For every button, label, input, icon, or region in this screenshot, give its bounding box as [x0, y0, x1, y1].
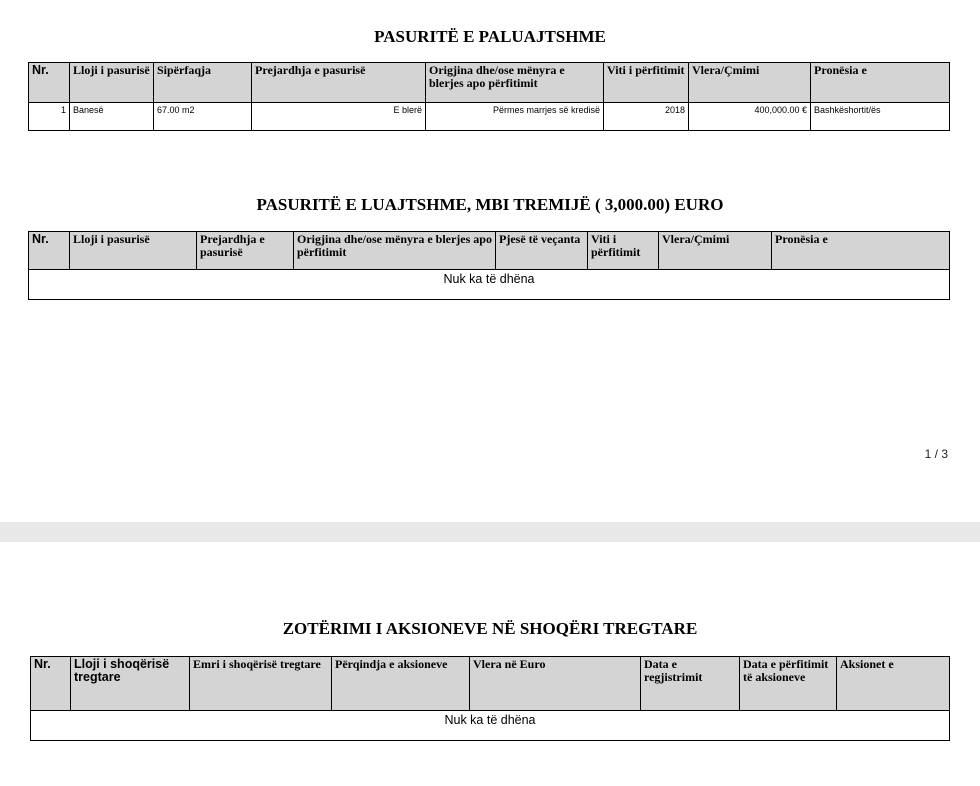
cell-year: 2018	[604, 103, 689, 131]
col-header-acquisition-date: Data e përfitimit të aksioneve	[740, 657, 837, 711]
col-header-company-name: Emri i shoqërisë tregtare	[190, 657, 332, 711]
cell-type: Banesë	[70, 103, 154, 131]
immovable-assets-title: PASURITË E PALUAJTSHME	[374, 27, 606, 46]
col-header-registration-date: Data e regjistrimit	[641, 657, 740, 711]
page-separator	[0, 522, 980, 542]
empty-row	[31, 711, 950, 741]
col-header-year: Viti i përfitimit	[604, 63, 689, 103]
table-header-row	[29, 232, 950, 270]
col-header-value: Vlera/Çmimi	[659, 232, 772, 270]
no-data-text: Nuk ka të dhëna	[29, 270, 950, 300]
col-header-nr: Nr.	[29, 63, 70, 103]
shares-table	[30, 656, 950, 741]
table-header-row	[31, 657, 950, 711]
col-header-acquisition: Origjina dhe/ose mënyra e blerjes apo përfitimit	[426, 63, 604, 103]
cell-acquisition: Përmes marrjes së kredisë	[426, 103, 604, 131]
cell-ownership: Bashkëshortit/ës	[811, 103, 950, 131]
col-header-value: Vlera/Çmimi	[689, 63, 811, 103]
col-header-acquisition: Origjina dhe/ose mënyra e blerjes apo përfitimit	[294, 232, 496, 270]
cell-nr: 1	[29, 103, 70, 131]
movable-assets-title: PASURITË E LUAJTSHME, MBI TREMIJË ( 3,000.00) EURO	[256, 195, 724, 214]
cell-origin: E blerë	[252, 103, 426, 131]
col-header-year: Viti i përfitimit	[588, 232, 659, 270]
col-header-shares-owner: Aksionet e	[837, 657, 950, 711]
movable-assets-table	[28, 231, 950, 300]
page-number: 1 / 3	[924, 447, 948, 461]
col-header-type: Lloji i pasurisë	[70, 232, 197, 270]
document-page-2	[0, 542, 980, 786]
table-header-row	[29, 63, 950, 103]
col-header-company-type: Lloji i shoqërisë tregtare	[71, 657, 190, 711]
immovable-assets-table	[28, 62, 950, 131]
col-header-special-parts: Pjesë të veçanta	[496, 232, 588, 270]
table-row	[29, 103, 950, 131]
cell-area: 67.00 m2	[154, 103, 252, 131]
cell-value: 400,000.00 €	[689, 103, 811, 131]
col-header-origin: Prejardhja e pasurisë	[252, 63, 426, 103]
col-header-ownership: Pronësia e	[772, 232, 950, 270]
col-header-origin: Prejardhja e pasurisë	[197, 232, 294, 270]
col-header-nr: Nr.	[29, 232, 70, 270]
empty-row	[29, 270, 950, 300]
col-header-type: Lloji i pasurisë	[70, 63, 154, 103]
col-header-area: Sipërfaqja	[154, 63, 252, 103]
col-header-nr: Nr.	[31, 657, 71, 711]
shares-title: ZOTËRIMI I AKSIONEVE NË SHOQËRI TREGTARE	[282, 619, 698, 638]
col-header-ownership: Pronësia e	[811, 63, 950, 103]
no-data-text: Nuk ka të dhëna	[31, 711, 950, 741]
col-header-share-percent: Përqindja e aksioneve	[332, 657, 470, 711]
col-header-value-euro: Vlera në Euro	[470, 657, 641, 711]
